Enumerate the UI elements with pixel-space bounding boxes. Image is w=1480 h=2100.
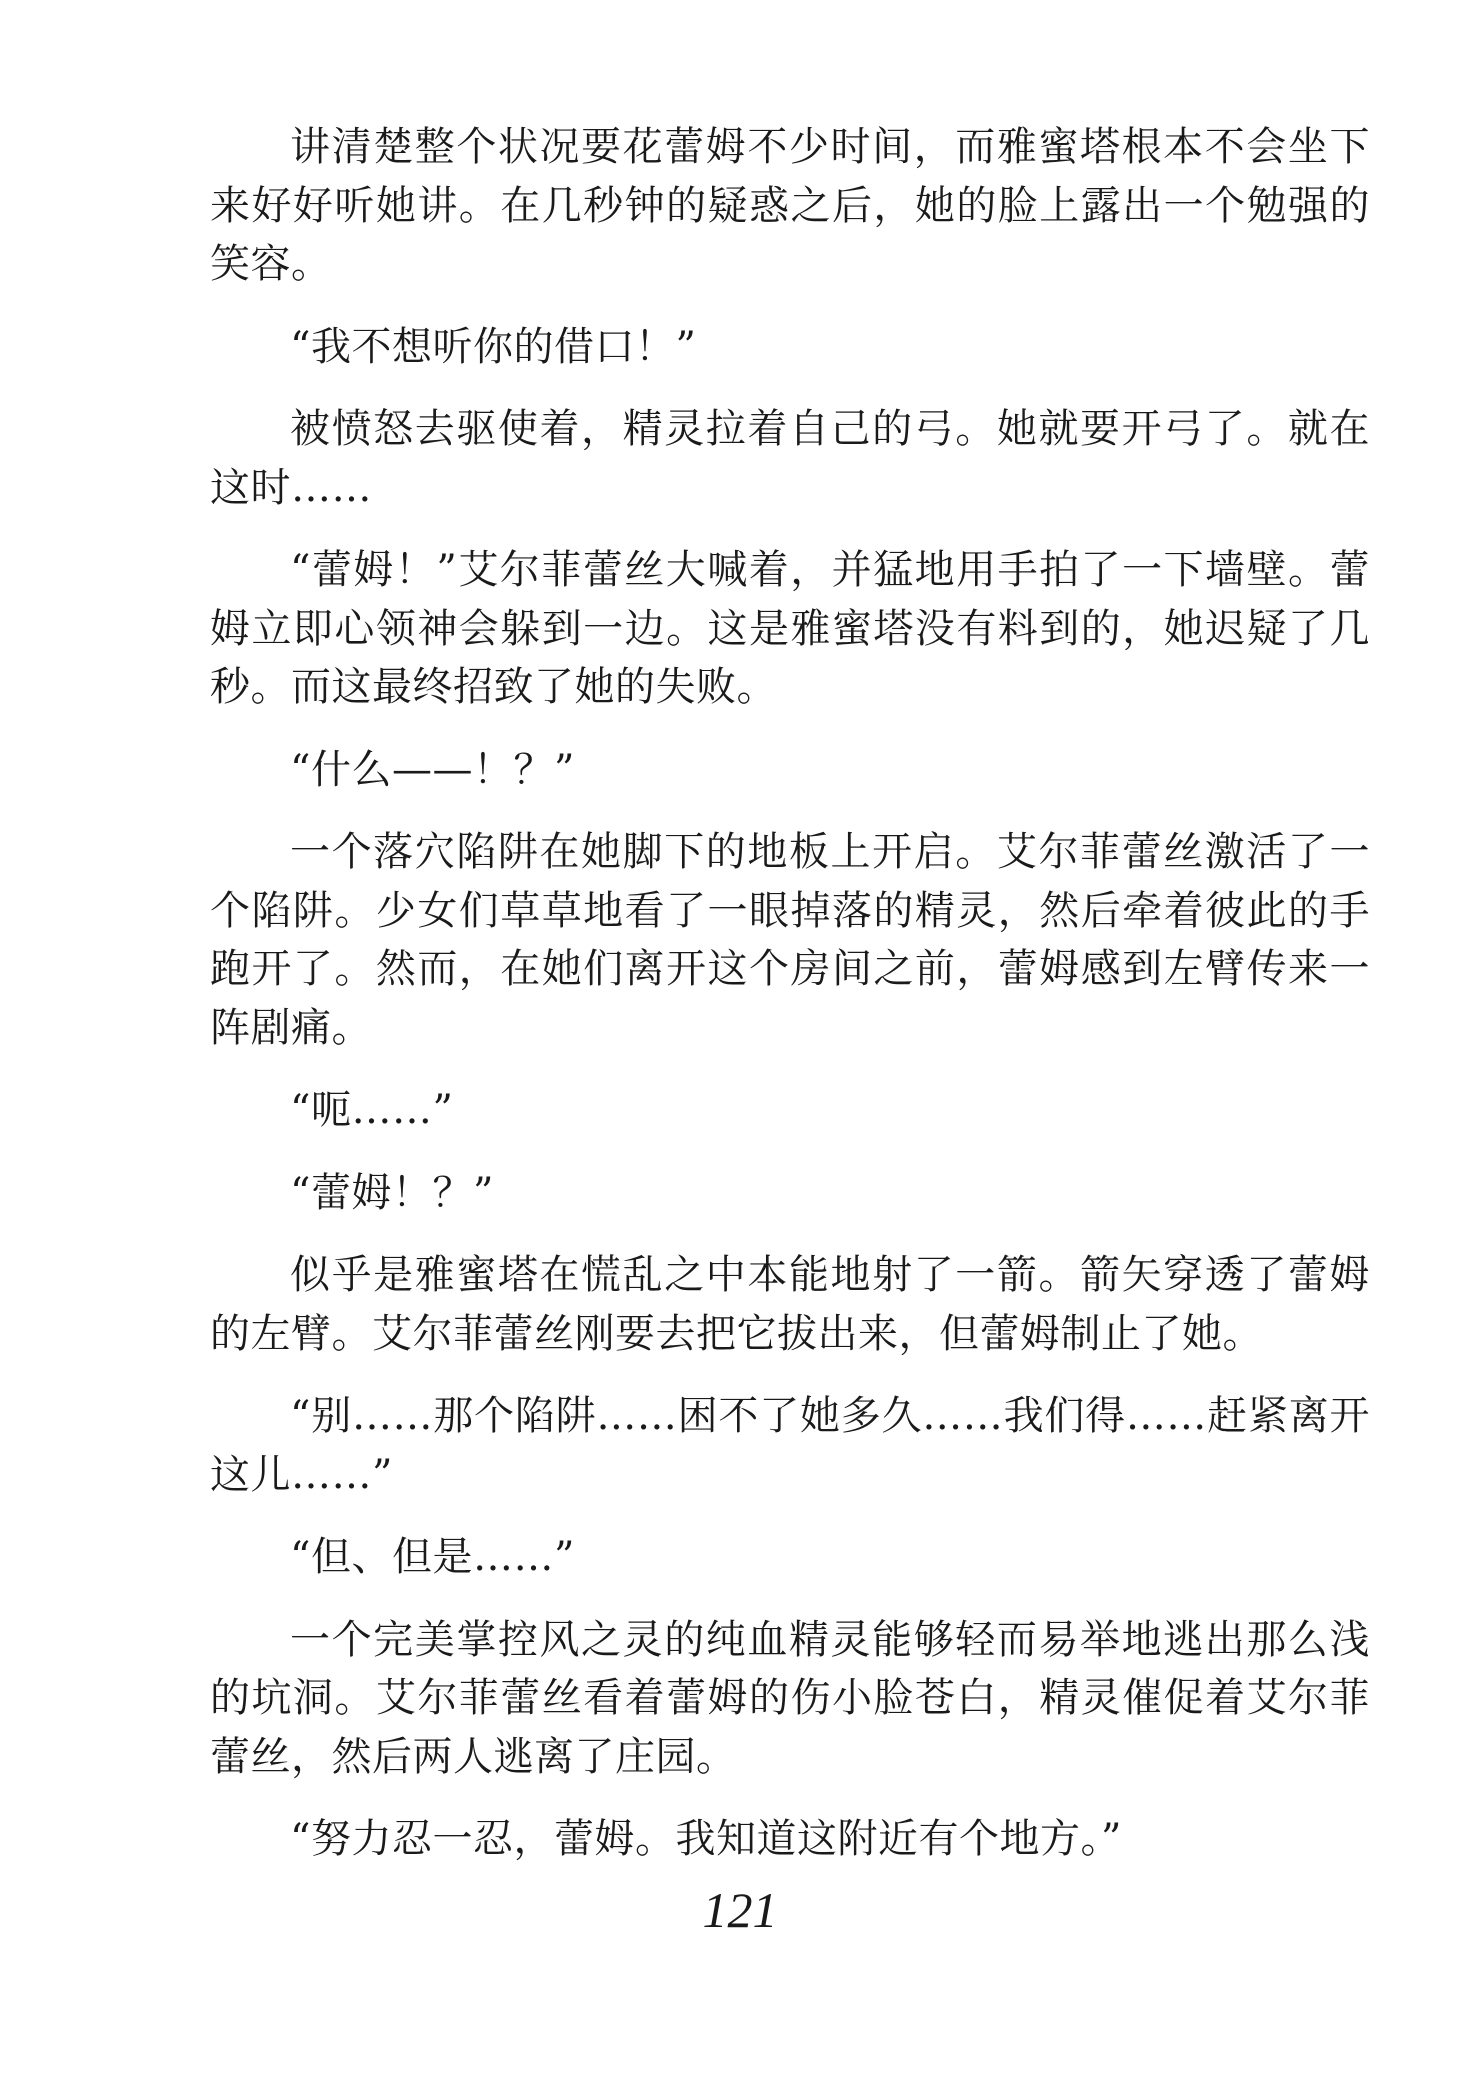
paragraph: “什么——！？” xyxy=(290,746,575,793)
paragraph: “但、但是……” xyxy=(290,1534,575,1580)
paragraph: “蕾姆！？” xyxy=(290,1169,494,1216)
body-text xyxy=(210,118,1370,1893)
paragraph: 讲清楚整个状况要花蕾姆不少时间，而雅蜜塔根本不会坐下来好好听她讲。在几秒钟的疑惑之后，她的脸上露出一个勉强的笑容。 xyxy=(210,124,1370,287)
paragraph: “呃……” xyxy=(290,1087,454,1133)
paragraph: “别……那个陷阱……困不了她多久……我们得……赶紧离开这儿……” xyxy=(210,1393,1370,1498)
paragraph: 一个完美掌控风之灵的纯血精灵能够轻而易举地逃出那么浅的坑洞。艾尔菲蕾丝看着蕾姆的伤小脸苍白，精灵催促着艾尔菲蕾丝，然后两人逃离了庄园。 xyxy=(210,1616,1370,1780)
paragraph: “努力忍一忍，蕾姆。我知道这附近有个地方。” xyxy=(290,1816,1122,1862)
paragraph: “蕾姆！”艾尔菲蕾丝大喊着，并猛地用手拍了一下墙壁。蕾姆立即心领神会躲到一边。这是雅蜜塔没有料到的，她迟疑了几秒。而这最终招致了她的失败。 xyxy=(210,547,1370,710)
paragraph: “我不想听你的借口！” xyxy=(290,323,697,370)
page-number: 121 xyxy=(702,1882,778,1938)
paragraph: 被愤怒去驱使着，精灵拉着自己的弓。她就要开弓了。就在这时…… xyxy=(210,406,1370,511)
paragraph: 一个落穴陷阱在她脚下的地板上开启。艾尔菲蕾丝激活了一个陷阱。少女们草草地看了一眼掉落的精灵，然后牵着彼此的手跑开了。然而，在她们离开这个房间之前，蕾姆感到左臂传来一阵剧痛。 xyxy=(210,829,1370,1051)
paragraph: 似乎是雅蜜塔在慌乱之中本能地射了一箭。箭矢穿透了蕾姆的左臂。艾尔菲蕾丝刚要去把它拔出来，但蕾姆制止了她。 xyxy=(210,1252,1370,1357)
